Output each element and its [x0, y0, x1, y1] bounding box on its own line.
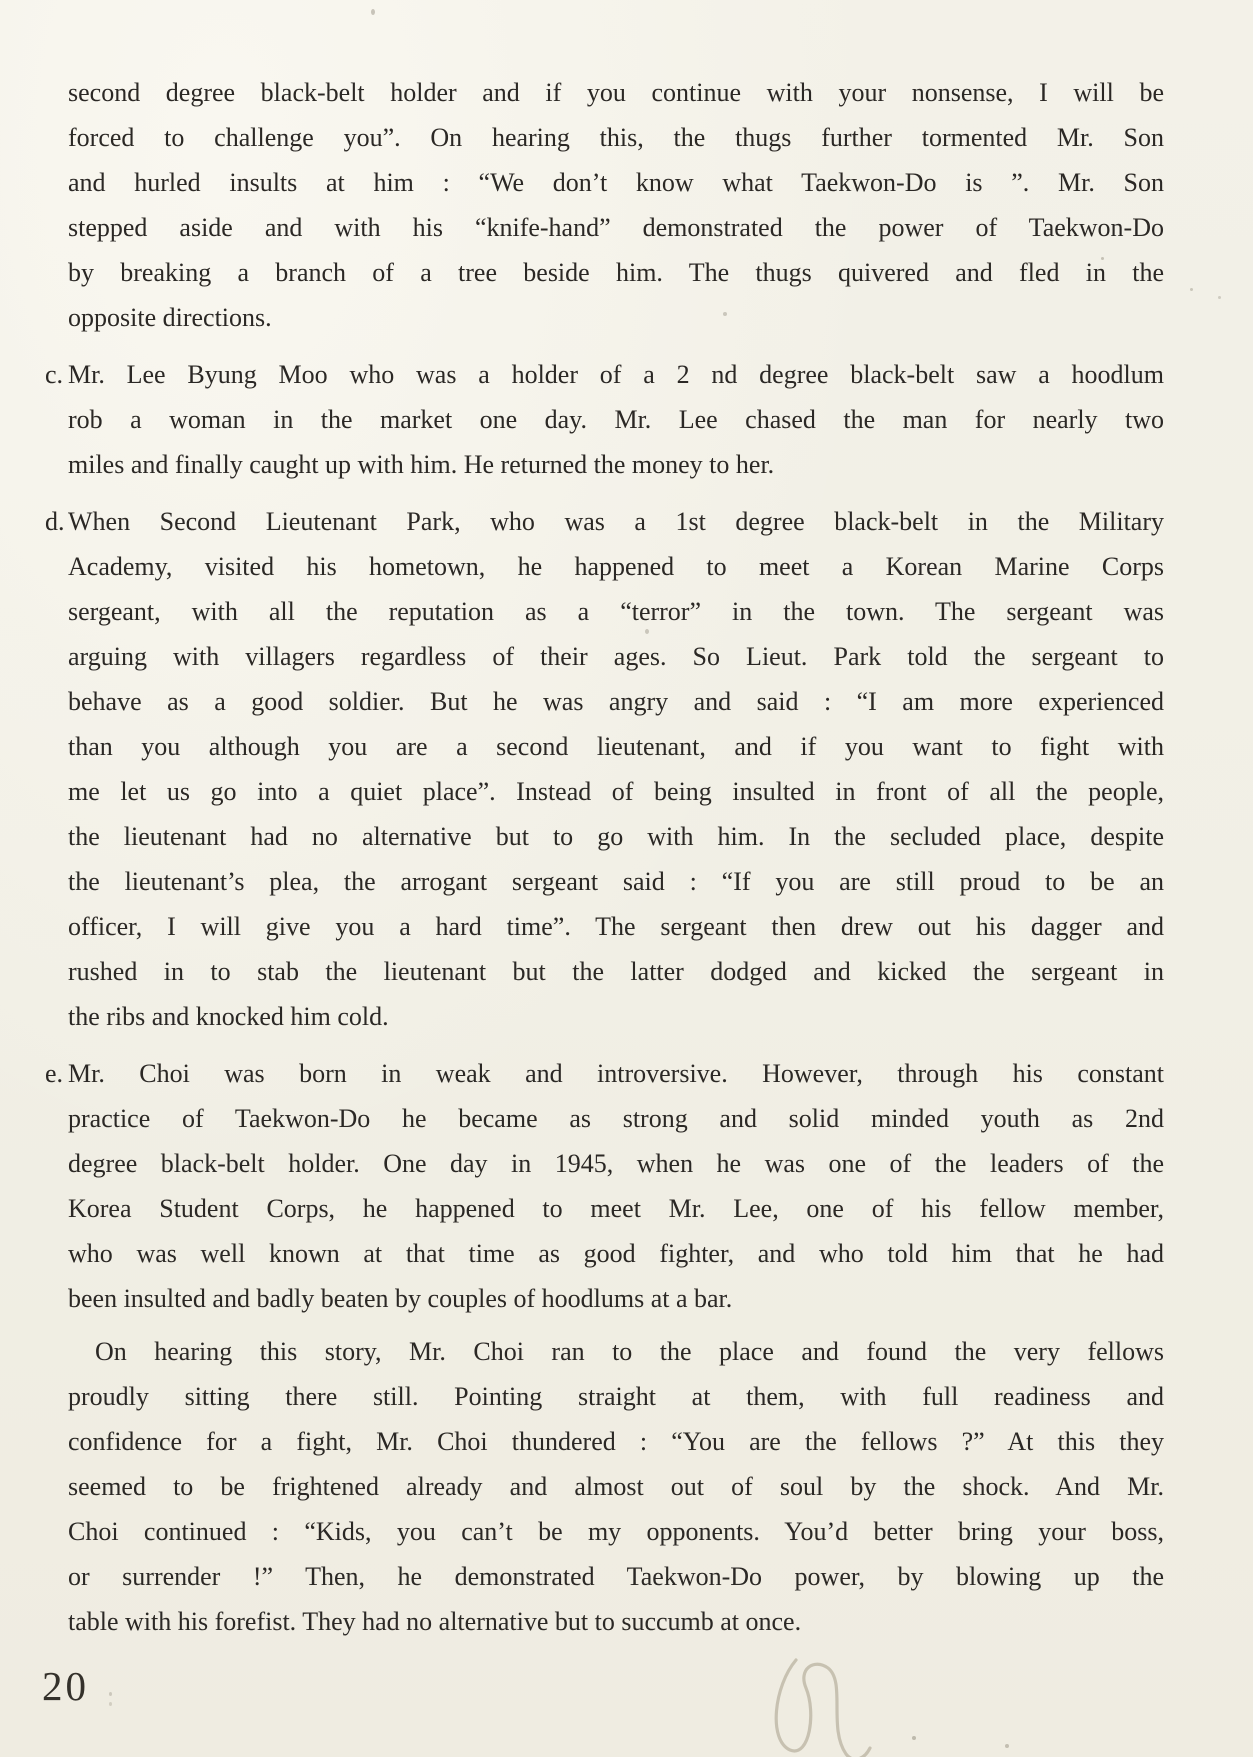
- scan-speck: [723, 312, 727, 316]
- pencil-scribble: [766, 1656, 916, 1757]
- text-line: confidence for a fight, Mr. Choi thundered : “You are the fellows ?” At this they: [68, 1427, 1164, 1456]
- text-line: been insulted and badly beaten by couples of hoodlums at a bar.: [68, 1284, 733, 1313]
- text-line: arguing with villagers regardless of their ages. So Lieut. Park told the sergeant to: [68, 642, 1164, 671]
- scan-speck: [1005, 1744, 1009, 1748]
- text-line: sergeant, with all the reputation as a “terror” in the town. The sergeant was: [68, 597, 1164, 626]
- scan-speck: [912, 1736, 916, 1740]
- text-line: and hurled insults at him : “We don’t know what Taekwon-Do is ”. Mr. Son: [68, 168, 1164, 197]
- text-line: stepped aside and with his “knife-hand” demonstrated the power of Taekwon-Do: [68, 213, 1164, 242]
- text-line: degree black-belt holder. One day in 1945, when he was one of the leaders of the: [68, 1149, 1164, 1178]
- text-line: the ribs and knocked him cold.: [68, 1002, 389, 1031]
- text-line: When Second Lieutenant Park, who was a 1st degree black-belt in the Military: [68, 507, 1164, 536]
- scan-speck: [1101, 257, 1104, 260]
- text-line: second degree black-belt holder and if you continue with your nonsense, I will be: [68, 78, 1164, 107]
- text-line: or surrender !” Then, he demonstrated Taekwon-Do power, by blowing up the: [68, 1562, 1164, 1591]
- body-text: [45, 70, 1164, 1656]
- text-line: officer, I will give you a hard time”. The sergeant then drew out his dagger and: [68, 912, 1164, 941]
- paragraph-d: [45, 499, 1164, 1039]
- text-line: the lieutenant’s plea, the arrogant sergeant said : “If you are still proud to be an: [68, 867, 1164, 896]
- scan-speck: [1218, 296, 1221, 299]
- page-number: 20: [42, 1663, 89, 1709]
- text-line: table with his forefist. They had no alternative but to succumb at once.: [68, 1607, 802, 1636]
- paragraph-label: d.: [45, 507, 65, 536]
- text-line: behave as a good soldier. But he was angry and said : “I am more experienced: [68, 687, 1164, 716]
- text-line: opposite directions.: [68, 303, 272, 332]
- text-line: the lieutenant had no alternative but to go with him. In the secluded place, despite: [68, 822, 1164, 851]
- scan-speck: [109, 1692, 112, 1696]
- paragraph-continuation: [68, 70, 1164, 340]
- text-line: miles and finally caught up with him. He returned the money to her.: [68, 450, 775, 479]
- text-line: Academy, visited his hometown, he happened to meet a Korean Marine Corps: [68, 552, 1164, 581]
- text-line: Korea Student Corps, he happened to meet Mr. Lee, one of his fellow member,: [68, 1194, 1164, 1223]
- paragraph-choi-story: [68, 1329, 1164, 1644]
- text-line: rob a woman in the market one day. Mr. Lee chased the man for nearly two: [68, 405, 1164, 434]
- paragraph-label: c.: [45, 360, 64, 389]
- paragraph-label: e.: [45, 1059, 64, 1088]
- text-line: by breaking a branch of a tree beside him. The thugs quivered and fled in the: [68, 258, 1164, 287]
- text-line: me let us go into a quiet place”. Instead of being insulted in front of all the people,: [68, 777, 1164, 806]
- scan-speck: [371, 9, 375, 15]
- text-line: than you although you are a second lieutenant, and if you want to fight with: [68, 732, 1164, 761]
- paragraph-e: [45, 1051, 1164, 1321]
- text-line: forced to challenge you”. On hearing this, the thugs further tormented Mr. Son: [68, 123, 1164, 152]
- text-line: who was well known at that time as good fighter, and who told him that he had: [68, 1239, 1164, 1268]
- scan-speck: [645, 629, 649, 634]
- text-line: proudly sitting there still. Pointing straight at them, with full readiness and: [68, 1382, 1164, 1411]
- text-line: seemed to be frightened already and almost out of soul by the shock. And Mr.: [68, 1472, 1164, 1501]
- text-line: Mr. Lee Byung Moo who was a holder of a 2 nd degree black-belt saw a hoodlum: [68, 360, 1164, 389]
- scan-speck: [1190, 288, 1193, 291]
- paragraph-c: [45, 352, 1164, 487]
- text-line: Mr. Choi was born in weak and introversive. However, through his constant: [68, 1059, 1164, 1088]
- scan-speck: [109, 1702, 112, 1706]
- text-line: practice of Taekwon-Do he became as strong and solid minded youth as 2nd: [68, 1104, 1164, 1133]
- text-line: On hearing this story, Mr. Choi ran to the place and found the very fellows: [95, 1337, 1164, 1366]
- text-line: rushed in to stab the lieutenant but the latter dodged and kicked the sergeant in: [68, 957, 1164, 986]
- text-line: Choi continued : “Kids, you can’t be my opponents. You’d better bring your boss,: [68, 1517, 1164, 1546]
